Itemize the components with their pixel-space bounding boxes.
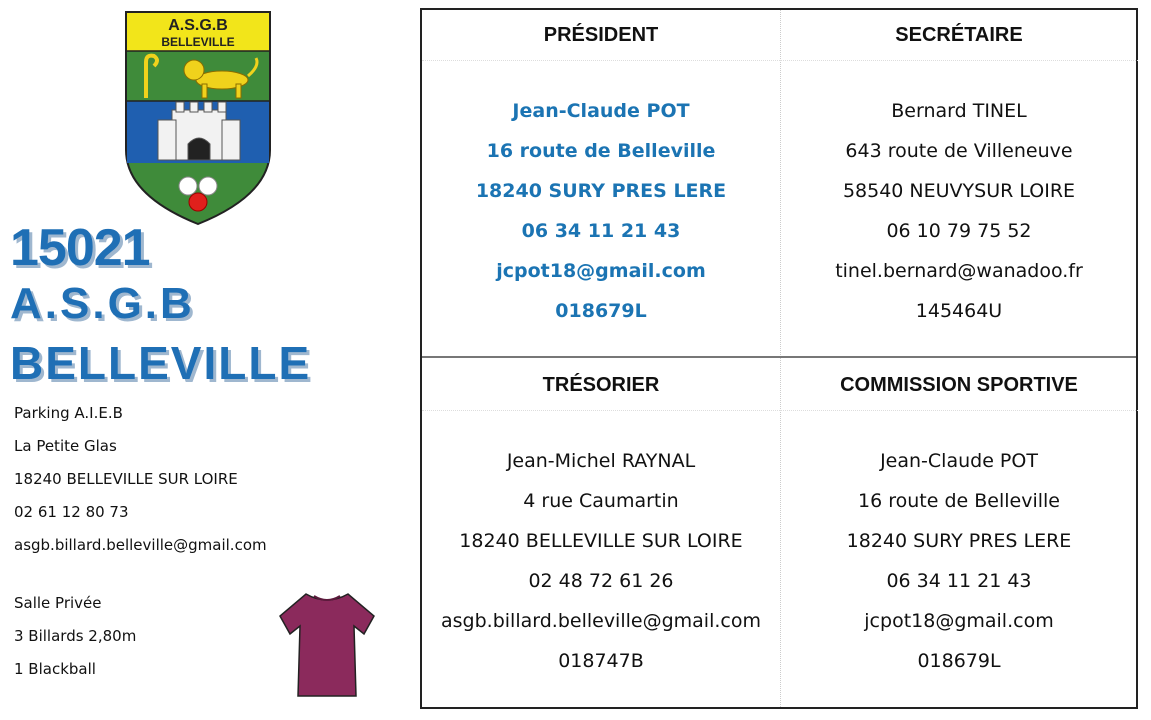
president-city: 18240 SURY PRES LERE [475,180,727,202]
commission-heading: COMMISSION SPORTIVE [780,360,1138,411]
commission-street: 16 route de Belleville [858,490,1060,512]
president-name: Jean-Claude POT [512,100,690,122]
president-street: 16 route de Belleville [486,140,716,162]
tresorier-license: 018747B [558,650,644,672]
secretaire-street: 643 route de Villeneuve [845,140,1073,162]
secretaire-phone: 06 10 79 75 52 [886,220,1032,242]
address-email: asgb.billard.belleville@gmail.com [14,536,267,554]
president-email: jcpot18@gmail.com [496,260,706,282]
president-heading: PRÉSIDENT [422,10,780,61]
secretaire-heading: SECRÉTAIRE [780,10,1138,61]
commission-license: 018679L [917,650,1001,672]
hall-type: Salle Privée [14,594,102,612]
address-street: La Petite Glas [14,437,117,455]
commission-cell [780,360,1138,681]
secretaire-cell [780,10,1138,331]
hall-blackball: 1 Blackball [14,660,96,678]
president-phone: 06 34 11 21 43 [521,220,681,242]
hall-tables: 3 Billards 2,80m [14,627,137,645]
commission-email: jcpot18@gmail.com [864,610,1054,632]
tresorier-email: asgb.billard.belleville@gmail.com [441,610,761,632]
tresorier-phone: 02 48 72 61 26 [528,570,674,592]
club-crest-logo [124,10,272,226]
address-place: Parking A.I.E.B [14,404,123,422]
tresorier-name: Jean-Michel RAYNAL [506,450,696,472]
tresorier-heading: TRÉSORIER [422,360,780,411]
table-horizontal-divider [422,356,1136,358]
club-name-belleville: BELLEVILLE [10,337,312,389]
tresorier-cell [422,360,780,681]
address-phone: 02 61 12 80 73 [14,503,129,521]
address-city: 18240 BELLEVILLE SUR LOIRE [14,470,238,488]
commission-city: 18240 SURY PRES LERE [846,530,1072,552]
club-code: 15021 [10,219,150,277]
secretaire-name: Bernard TINEL [891,100,1027,122]
secretaire-license: 145464U [915,300,1003,322]
secretaire-city: 58540 NEUVYSUR LOIRE [842,180,1076,202]
commission-name: Jean-Claude POT [880,450,1038,472]
secretaire-email: tinel.bernard@wanadoo.fr [835,260,1083,282]
president-license: 018679L [555,300,647,322]
commission-phone: 06 34 11 21 43 [886,570,1032,592]
crest-title-asgb: A.S.G.B [168,17,228,34]
president-cell [422,10,780,331]
club-shirt-icon [276,590,378,700]
tresorier-city: 18240 BELLEVILLE SUR LOIRE [459,530,743,552]
committee-table [420,8,1138,709]
tresorier-street: 4 rue Caumartin [523,490,679,512]
crest-title-belleville: BELLEVILLE [161,35,235,49]
club-name-asgb: A.S.G.B [10,279,195,328]
